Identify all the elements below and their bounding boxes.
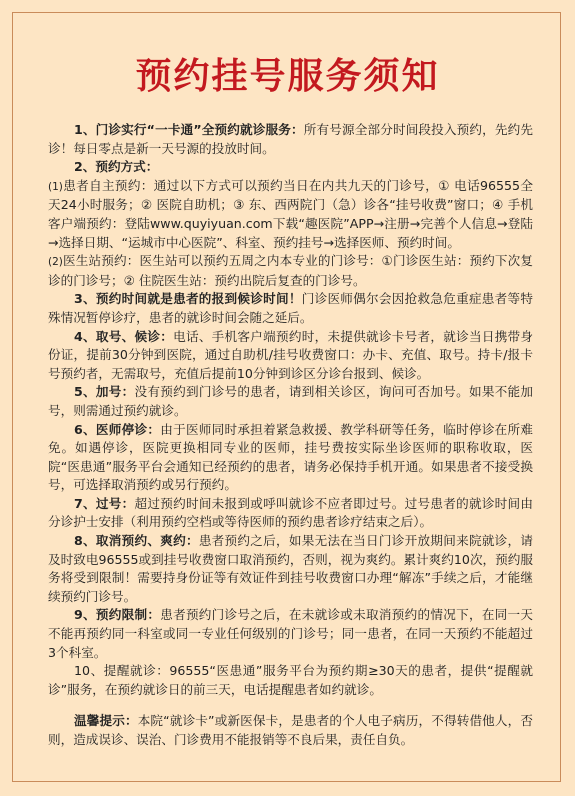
page-title: 预约挂号服务须知 — [135, 55, 440, 97]
section-heading: 1、门诊实行“一卡通”全预约就诊服务： — [74, 122, 304, 137]
notice-section-7 — [48, 383, 533, 420]
notice-section-5 — [48, 290, 533, 327]
section-heading: 2、预约方式： — [74, 159, 159, 175]
section-heading: 7、过号： — [74, 495, 135, 511]
warm-tip-heading: 温馨提示： — [74, 713, 138, 728]
notice-body — [48, 121, 533, 699]
section-text: 没有预约到门诊号的患者，请到相关诊区，询问可否加号。如果不能加号，则需通过预约就诊。 — [48, 384, 534, 418]
notice-section-12 — [48, 662, 533, 699]
section-text: 由于医师同时承担着紧急救援、教学科研等任务，临时停诊在所难免。如遇停诊，医院更换相同专业的医师，挂号费按实际坐诊医师的职称收取，医院“医患通”服务平台会通知已经预约的患者，请务必保持手机开通。如果患者不接受换号，可选择取消预约或另行预约。 — [48, 421, 534, 493]
notice-section-1 — [48, 121, 533, 158]
section-text: 电话、手机客户端预约时，未提供就诊卡号者，就诊当日携带身份证，提前30分钟到医院，通过自助机/挂号收费窗口：办卡、充值、取号。持卡/报卡号预约者，无需取号，充值后提前10分钟到诊区分诊台报到、候诊。 — [48, 328, 534, 381]
notice-section-10 — [48, 532, 533, 606]
warm-tip — [48, 711, 533, 749]
section-text: 患者自主预约：通过以下方式可以预约当日在内共九天的门诊号，① 电话96555全天24小时服务；② 医院自助机；③ 东、西两院门（急）诊各“挂号收费”窗口；④ 手机客户端预约：登陆www.quyiyuan.com下载“趣医院”APP→注册→完善个人信息→登陆→选择日期、“运城市中心医院”、科室、预约挂号→选择医师、预约时间。 — [48, 177, 533, 250]
section-heading: 6、医师停诊： — [74, 421, 161, 437]
item-number: (2) — [48, 256, 63, 269]
notice-section-2 — [48, 158, 533, 177]
section-heading: 5、加号： — [74, 384, 135, 400]
section-heading: 8、取消预约、爽约： — [74, 533, 199, 549]
item-number: (1) — [48, 180, 63, 193]
section-text: 医生站预约：医生站可以预约五周之内本专业的门诊号：①门诊医生站：预约下次复诊的门诊号；② 住院医生站：预约出院后复查的门诊号。 — [48, 253, 533, 288]
section-text: 患者预约门诊号之后，在未就诊或未取消预约的情况下，在同一天不能再预约同一科室或同一专业任何级别的门诊号；同一患者，在同一天预约不能超过3个科室。 — [48, 607, 534, 660]
notice-section-4 — [48, 252, 533, 290]
section-text: 10、提醒就诊：96555“医患通”服务平台为预约期≥30天的患者，提供“提醒就诊”服务，在预约就诊日的前三天，电话提醒患者如约就诊。 — [48, 663, 533, 697]
section-text: 所有号源全部分时间段投入预约，先约先诊！每日零点是新一天号源的投放时间。 — [48, 122, 533, 156]
section-text: 门诊医师偶尔会因抢救急危重症患者等特殊情况暂停诊疗，患者的就诊时间会随之延后。 — [48, 291, 533, 325]
notice-section-6 — [48, 328, 533, 384]
section-text: 超过预约时间未报到或呼叫就诊不应者即过号。过号患者的就诊时间由分诊护士安排（利用预约空档或等待医师的预约患者诊疗结束之后）。 — [48, 495, 534, 530]
notice-section-3 — [48, 177, 533, 252]
notice-section-9 — [48, 495, 533, 532]
warm-tip-text: 本院“就诊卡”或新医保卡，是患者的个人电子病历，不得转借他人，否则，造成误诊、误治、门诊费用不能报销等不良后果，责任自负。 — [48, 713, 533, 747]
section-heading: 4、取号、候诊： — [74, 328, 174, 344]
section-heading: 3、预约时间就是患者的报到候诊时间！ — [74, 291, 302, 307]
section-text: 患者预约之后，如果无法在当日门诊开放期间来院就诊，请及时致电96555或到挂号收费窗口取消预约，否则，视为爽约。累计爽约10次，预约服务将受到限制！需要持身份证等有效证件到挂号收费窗口办理“解冻”手续之后，才能继续预约门诊号。 — [48, 533, 534, 604]
section-heading: 9、预约限制： — [74, 607, 161, 623]
notice-section-8 — [48, 421, 533, 495]
notice-section-11 — [48, 606, 533, 662]
